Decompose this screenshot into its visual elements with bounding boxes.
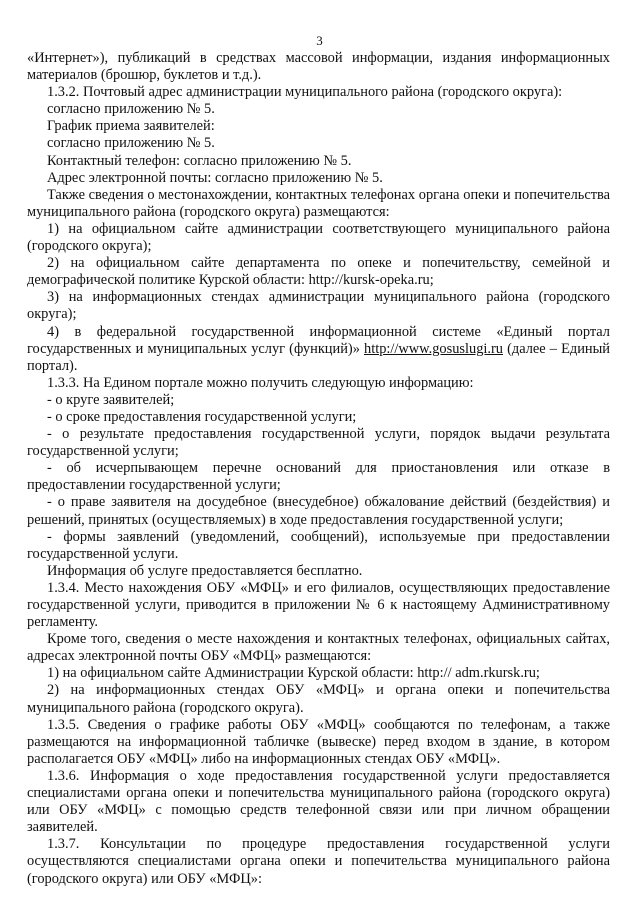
paragraph: 2) на официальном сайте департамента по опеке и попечительству, семейной и демографической политике Курской области: http://kursk-opeka.ru; — [27, 255, 610, 289]
paragraph: 2) на информационных стендах ОБУ «МФЦ» и органа опеки и попечительства муниципального района (городского округа). — [27, 682, 610, 716]
paragraph: - о круге заявителей; — [47, 391, 175, 408]
paragraph: Также сведения о местонахождении, контактных телефонах органа опеки и попечительства муниципального района (городского округа) размещаются: — [27, 186, 610, 220]
paragraph: согласно приложению № 5. — [47, 135, 215, 152]
paragraph: «Интернет»), публикаций в средствах массовой информации, издания информационных материалов (брошюр, буклетов и т.д.). — [27, 50, 610, 84]
paragraph: График приема заявителей: — [47, 118, 215, 135]
paragraph: 3) на информационных стендах администрации муниципального района (городского округа); — [27, 289, 610, 323]
paragraph: 1.3.5. Сведения о графике работы ОБУ «МФЦ» сообщаются по телефонам, а также размещаются на информационной табличке (вывеске) перед входом в здание, в котором располагается ОБУ «МФЦ» либо на информационных стендах ОБУ «МФЦ». — [27, 716, 610, 767]
paragraph: Адрес электронной почты: согласно приложению № 5. — [47, 169, 383, 186]
page-number: 3 — [316, 33, 323, 48]
gosuslugi-link[interactable]: http://www.gosuslugi.ru — [364, 340, 503, 357]
paragraph: 1.3.6. Информация о ходе предоставления государственной услуги предоставляется специалистами органа опеки и попечительства муниципального района (городского округа) или ОБУ «МФЦ» с помощью средств телефонной связи или при личном обращении заявителей. — [27, 767, 610, 836]
paragraph: - о сроке предоставления государственной услуги; — [47, 408, 357, 425]
paragraph: согласно приложению № 5. — [47, 101, 215, 118]
paragraph: Информация об услуге предоставляется бесплатно. — [47, 562, 363, 579]
paragraph: Кроме того, сведения о месте нахождения и контактных телефонах, официальных сайтах, адресах электронной почты ОБУ «МФЦ» размещаются: — [27, 631, 610, 665]
paragraph: 1.3.4. Место нахождения ОБУ «МФЦ» и его филиалов, осуществляющих предоставление государственной услуги, приводится в приложении № 6 к настоящему Административному регламенту. — [27, 579, 610, 631]
paragraph: Контактный телефон: согласно приложению № 5. — [47, 152, 352, 169]
paragraph-text: (далее – Единый портал). — [27, 340, 610, 374]
paragraph: 1.3.3. На Едином портале можно получить следующую информацию: — [47, 374, 474, 391]
document-body — [27, 50, 610, 888]
paragraph: - о праве заявителя на досудебное (внесудебное) обжалование действий (бездействия) и решений, принятых (осуществляемых) в ходе предоставления государственной услуги; — [27, 494, 610, 528]
paragraph-text: 4) в федеральной государственной информационной системе «Единый портал государственных и муниципальных услуг (функций)» — [27, 323, 610, 357]
paragraph: - о результате предоставления государственной услуги, порядок выдачи результата государственной услуги; — [27, 426, 610, 460]
paragraph: 1) на официальном сайте Администрации Курской области: http:// adm.rkursk.ru; — [47, 665, 540, 682]
paragraph: - формы заявлений (уведомлений, сообщений), используемые при предоставлении государственной услуги. — [27, 528, 610, 562]
paragraph — [27, 324, 610, 375]
paragraph: 1.3.7. Консультации по процедуре предоставления государственной услуги осуществляются специалистами органа опеки и попечительства муниципального района (городского округа) или ОБУ «МФЦ»: — [27, 836, 610, 887]
paragraph: - об исчерпывающем перечне оснований для приостановления или отказе в предоставлении государственной услуги; — [27, 460, 610, 494]
paragraph: 1.3.2. Почтовый адрес администрации муниципального района (городского округа): — [47, 84, 563, 101]
paragraph: 1) на официальном сайте администрации соответствующего муниципального района (городского округа); — [27, 220, 610, 255]
